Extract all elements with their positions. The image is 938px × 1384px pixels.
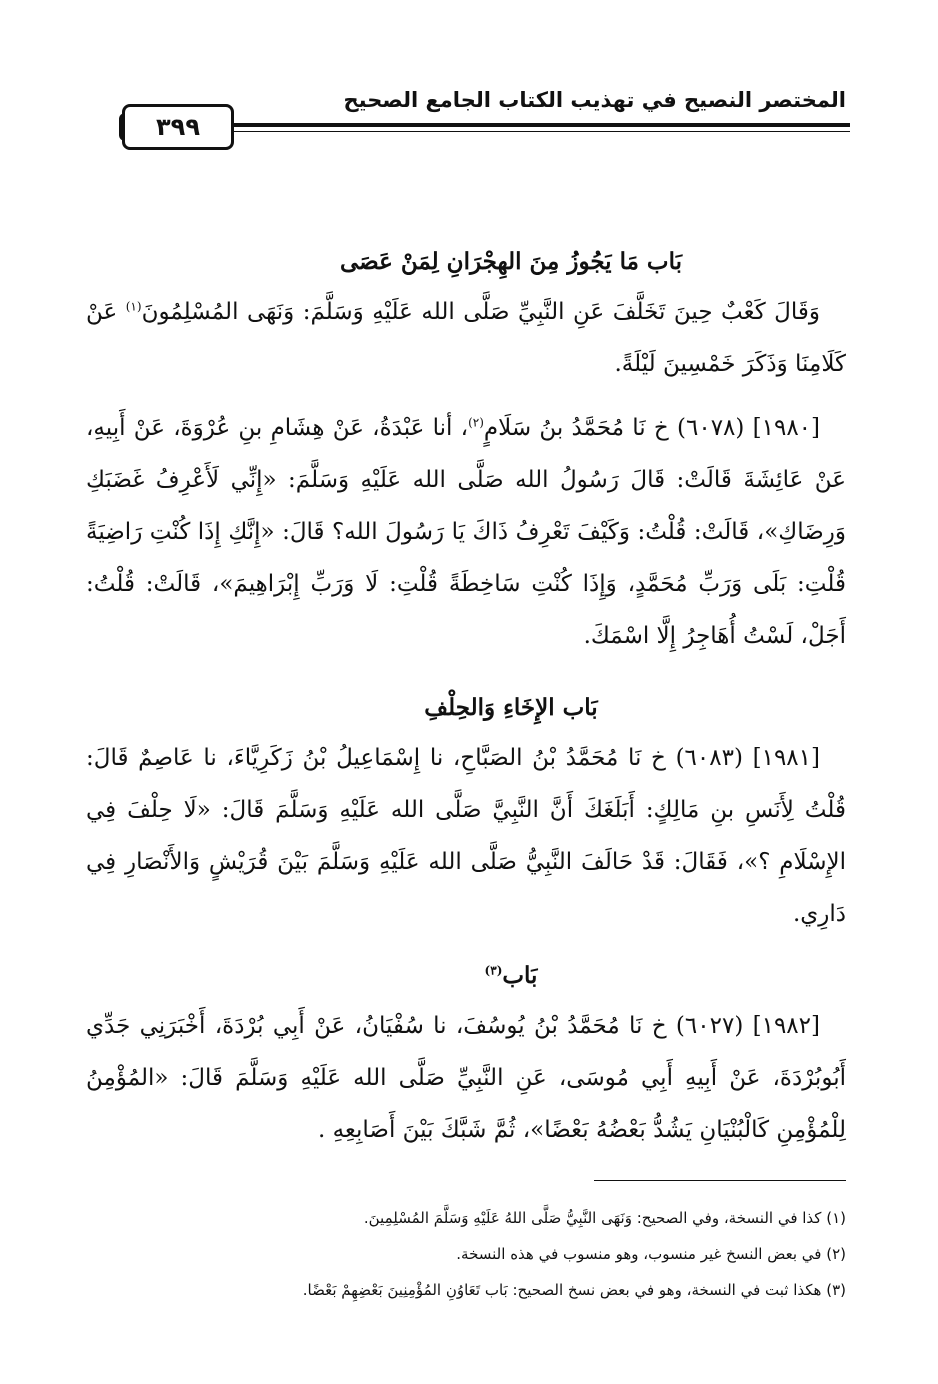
- footnote-3: (٣) هكذا ثبت في النسخة، وهو في بعض نسخ الصحيح: بَاب تَعَاوُنِ المُؤْمِنِينَ بَعْضِهِمْ بَعْضًا.: [302, 1281, 846, 1299]
- chapter-title-3-text: بَاب: [502, 962, 538, 989]
- footnote-ref-3: (٣): [484, 963, 503, 978]
- hadith-text: [١٩٨٠] (٦٠٧٨) خ نَا مُحَمَّدُ بنُ سَلَامٍ: [483, 415, 821, 441]
- page-body: [86, 238, 846, 1156]
- hadith-1980: [86, 402, 846, 662]
- spacer: [86, 940, 846, 952]
- header-rule-thick: [232, 123, 850, 127]
- chapter-title-1: بَاب مَا يَجُوزُ مِنَ الهِجْرَانِ لِمَنْ عَصَى: [340, 248, 682, 275]
- footnote-1: (١) كذا في النسخة، وفي الصحيح: وَنَهَى النَّبِيُّ صَلَّى اللهُ عَلَيْهِ وَسَلَّمَ المُسْلِمِينَ.: [363, 1209, 846, 1227]
- hadith-text-cont: ، أنا عَبْدَةُ، عَنْ هِشَامِ بنِ عُرْوَةَ، عَنْ أَبِيهِ، عَنْ عَائِشَةَ قَالَتْ: قَالَ رَسُولُ الله صَلَّى الله عَلَيْهِ وَسَلَّمَ: «إِنِّي لَأَعْرِفُ غَضَبَكِ وَرِضَاكِ»، قَالَتْ: قُلْتُ: وَكَيْفَ تَعْرِفُ ذَاكَ يَا رَسُولَ الله؟ قَالَ: «إِنَّكِ إِذَا كُنْتِ رَاضِيَةً قُلْتِ: بَلَى وَرَبِّ مُحَمَّدٍ، وَإِذَا كُنْتِ سَاخِطَةً قُلْتِ: لَا وَرَبِّ إِبْرَاهِيمَ»، قَالَتْ: قُلْتُ: أَجَلْ، لَسْتُ أُهَاجِرُ إِلَّا اسْمَكَ.: [86, 415, 846, 649]
- footnote-separator: [594, 1180, 846, 1181]
- footnote-ref-2: (٢): [468, 415, 484, 430]
- hadith-1981: [١٩٨١] (٦٠٨٣) خ نَا مُحَمَّدُ بْنُ الصَبَّاحِ، نا إِسْمَاعِيلُ بْنُ زَكَرِيَّاءَ، نا عَاصِمٌ قَالَ: قُلْتُ لِأَنَسِ بنِ مَالِكٍ: أَبَلَغَكَ أَنَّ النَّبِيَّ صَلَّى الله عَلَيْهِ وَسَلَّمَ قَالَ: «لَا حِلْفَ فِي الإِسْلَامِ ؟»، فَقَالَ: قَدْ حَالَفَ النَّبِيُّ صَلَّى الله عَلَيْهِ وَسَلَّمَ بَيْنَ قُرَيْشٍ وَالأَنْصَارِ فِي دَارِي.: [86, 745, 846, 927]
- chapter-title-2: بَاب الإِخَاءِ وَالحِلْفِ: [424, 694, 598, 721]
- spacer: [86, 662, 846, 684]
- intro-text-cont: عَنْ كَلَامِنَا وَذَكَرَ خَمْسِينَ لَيْلَةً.: [86, 299, 846, 377]
- footnotes: [86, 1200, 846, 1308]
- chapter-title-3: [86, 952, 846, 1000]
- running-header-title: المختصر النصيح في تهذيب الكتاب الجامع الصحيح: [343, 88, 846, 112]
- header-rule-thin: [232, 131, 850, 132]
- page-number: ٣٩٩: [156, 113, 200, 141]
- hadith-1982: [١٩٨٢] (٦٠٢٧) خ نَا مُحَمَّدُ بْنُ يُوسُفَ، نا سُفْيَانُ، عَنْ أَبِي بُرْدَةَ، أَخْبَرَنِي جَدِّي أَبُوبُرْدَةَ، عَنْ أَبِيهِ أَبِي مُوسَى، عَنِ النَّبِيِّ صَلَّى الله عَلَيْهِ وَسَلَّمَ قَالَ: «المُؤْمِنُ لِلْمُؤْمِنِ كَالْبُنْيَانِ يَشُدُّ بَعْضُهُ بَعْضًا»، ثُمَّ شَبَّكَ بَيْنَ أَصَابِعِهِ .: [86, 1013, 846, 1143]
- intro-text: وَقَالَ كَعْبٌ حِينَ تَخَلَّفَ عَنِ النَّبِيِّ صَلَّى الله عَلَيْهِ وَسَلَّمَ: وَنَهَى المُسْلِمُونَ: [141, 299, 820, 325]
- chapter-intro-1: [86, 286, 846, 390]
- page-number-box: [122, 104, 234, 150]
- footnote-2: (٢) في بعض النسخ غير منسوب، وهو منسوب في هذه النسخة.: [456, 1245, 846, 1263]
- spacer: [86, 390, 846, 402]
- footnote-ref-1: (١): [125, 299, 142, 314]
